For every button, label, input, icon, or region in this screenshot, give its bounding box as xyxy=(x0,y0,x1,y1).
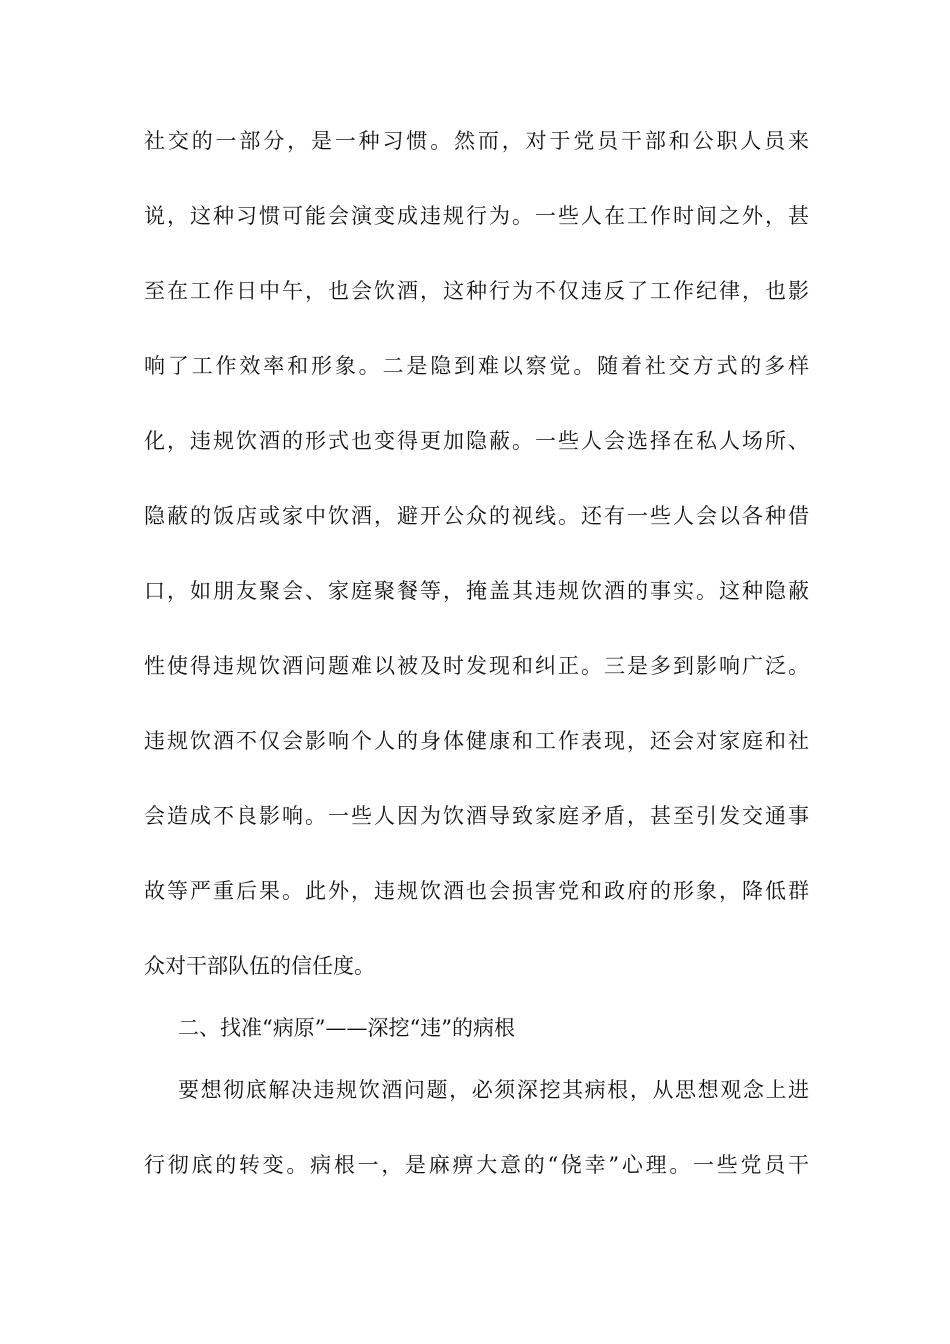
paragraph-line: 社交的一部分，是一种习惯。然而，对于党员干部和公职人员来 xyxy=(144,129,809,153)
paragraph-line: 说，这种习惯可能会演变成违规行为。一些人在工作时间之外，甚 xyxy=(144,204,809,228)
paragraph-line: 会造成不良影响。一些人因为饮酒导致家庭矛盾，甚至引发交通事 xyxy=(144,804,809,828)
paragraph-line: 至在工作日中午，也会饮酒，这种行为不仅违反了工作纪律，也影 xyxy=(144,279,809,303)
paragraph-line: 故等严重后果。此外，违规饮酒也会损害党和政府的形象，降低群 xyxy=(144,879,809,903)
paragraph-line: 化，违规饮酒的形式也变得更加隐蔽。一些人会选择在私人场所、 xyxy=(144,429,809,453)
paragraph-line: 要想彻底解决违规饮酒问题，必须深挖其病根，从思想观念上进 xyxy=(178,1078,809,1102)
paragraph-line: 违规饮酒不仅会影响个人的身体健康和工作表现，还会对家庭和社 xyxy=(144,729,809,753)
section-heading: 二、找准“病原”——深挖“违”的病根 xyxy=(178,1016,515,1040)
paragraph-line: 口，如朋友聚会、家庭聚餐等，掩盖其违规饮酒的事实。这种隐蔽 xyxy=(144,579,809,603)
paragraph-line: 行彻底的转变。病根一，是麻痹大意的“侥幸”心理。一些党员干 xyxy=(144,1153,809,1177)
paragraph-line: 响了工作效率和形象。二是隐到难以察觉。随着社交方式的多样 xyxy=(144,354,809,378)
paragraph-line: 性使得违规饮酒问题难以被及时发现和纠正。三是多到影响广泛。 xyxy=(144,654,809,678)
paragraph-line: 隐蔽的饭店或家中饮酒，避开公众的视线。还有一些人会以各种借 xyxy=(144,504,809,528)
paragraph-line: 众对干部队伍的信任度。 xyxy=(144,954,375,978)
